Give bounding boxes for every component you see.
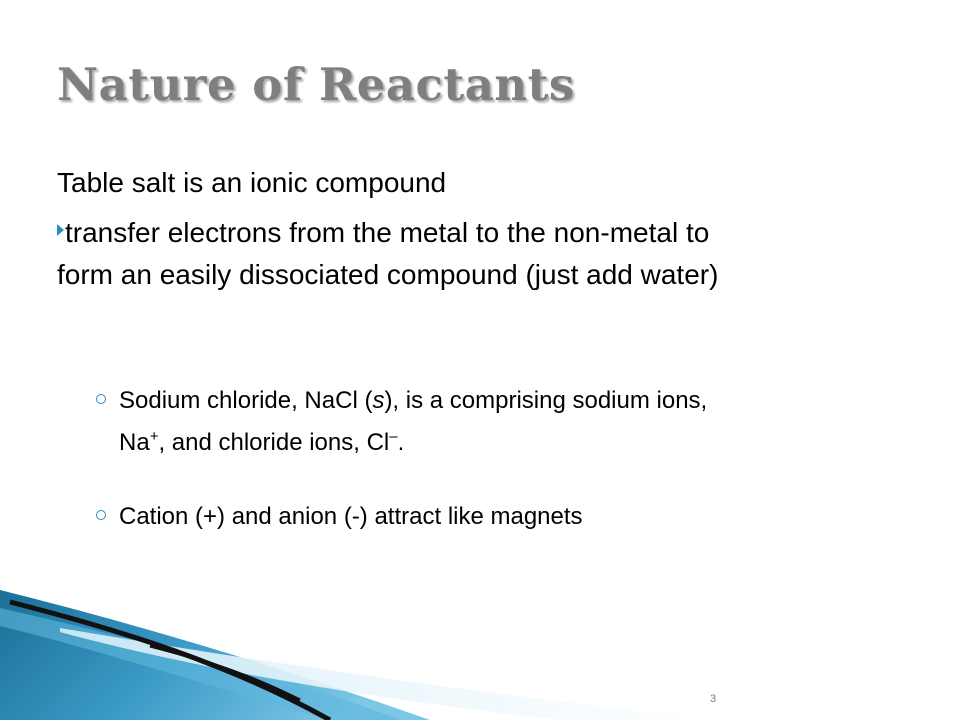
bullet-line-2: form an easily dissociated compound (just add water) (57, 259, 719, 290)
sub-bullet-2: Cation (+) and anion (-) attract like magnets (96, 502, 583, 532)
bullet-text: transfer electrons from the metal to the non-metal to (65, 217, 710, 248)
triangle-arrow-icon (57, 224, 64, 236)
circle-bullet-icon (96, 510, 106, 520)
circle-bullet-icon (96, 394, 106, 404)
sub-bullet-1: Sodium chloride, NaCl (s), is a comprising sodium ions, (96, 386, 707, 416)
bullet-line-1 (57, 216, 709, 250)
page-number: 3 (710, 693, 717, 705)
slide-title: Nature of Reactants (57, 58, 575, 111)
body-line-1: Table salt is an ionic compound (57, 167, 447, 198)
sub-bullet-1-continued: Na+, and chloride ions, Cl–. (119, 428, 405, 456)
